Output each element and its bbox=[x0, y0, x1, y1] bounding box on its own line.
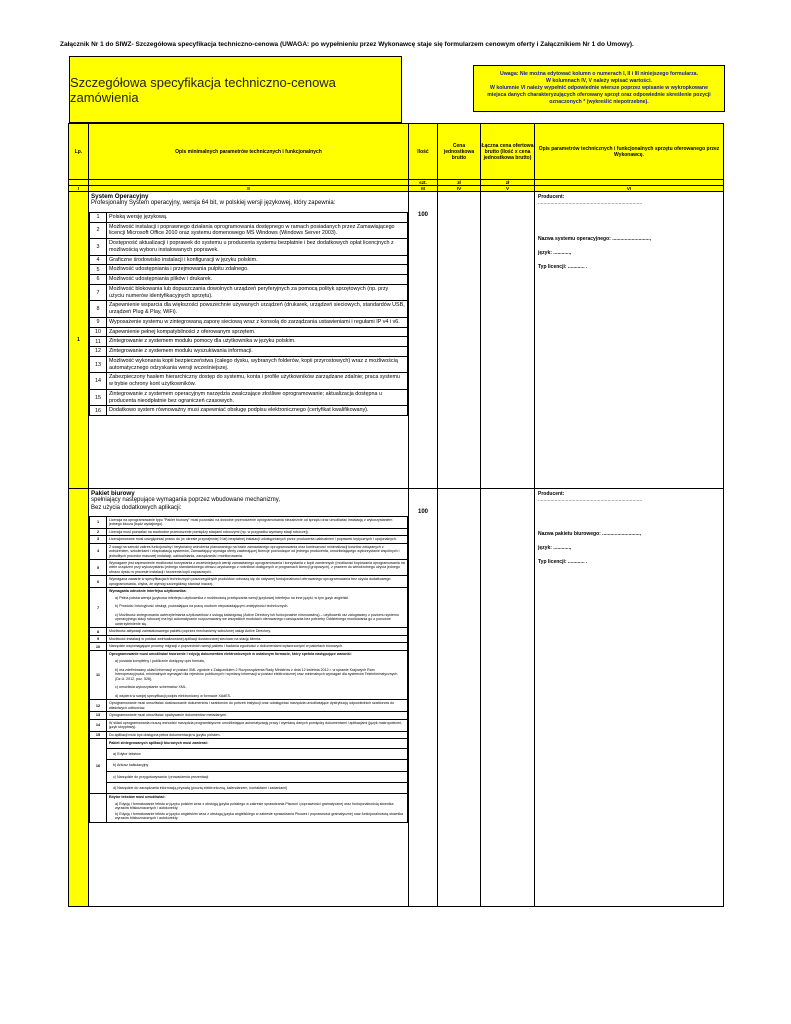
table-row: 8 Możliwość aktywacji zainstalowanego pakietu poprzez mechanizmy wdrożonej usługi Active Directory. bbox=[90, 628, 408, 635]
producer-dots: ........................................................................... bbox=[538, 200, 643, 206]
item-text: Możliwość udostępniania plików i drukarek. bbox=[107, 275, 408, 285]
item-number: 11 bbox=[90, 337, 107, 347]
note-line: miejsca danych charakteryzujących oferowany sprzęt oraz odpowiednie skreślenie pozycji bbox=[487, 92, 711, 98]
table-row: 11 Oprogramowanie musi umożliwiać tworzenie i edycję dokumentów elektronicznych w ustalonym formacie, który spełnia następujące warunki: a) posiada kompletny i publicznie dostępny opis formatu, b) ma zdefiniowany układ informacji w postaci XML zgodnie z Załącznikiem 2 Rozporządzenia Rady Ministrów z dnia 12 kwietnia 2012 r. w sprawie Krajowych Ram Interoperacyjności, minimalnych wymagań dla rejestrów publicznych i wymiany informacji w postaci elektronicznej oraz minimalnych wymagań dla systemów Teleinformatycznych (Dz.U. 2012, poz. 526), c) umożliwia wykorzystanie schematów XML, d) wspiera w swojej specyfikacji podpis elektroniczny w formacie XAdES. bbox=[90, 650, 408, 699]
spec-table bbox=[68, 123, 724, 907]
section1-intro: Profesjonalny System operacyjny, wersja 64 bit, w polskiej wersji językowej, który zapewnia: bbox=[91, 200, 336, 206]
section1-offer[interactable] bbox=[535, 192, 724, 489]
section1-unit-price-cell[interactable] bbox=[438, 192, 481, 489]
document-caption: Załącznik Nr 1 do SIWZ- Szczegółowa specyfikacja techniczno-cenowa (UWAGA: po wypełnieniu przez Wykonawcę staje się formularzem cenowym oferty i Załącznikiem Nr 1 do Umowy). bbox=[60, 41, 634, 48]
list-item bbox=[90, 265, 408, 275]
item-number: 7 bbox=[90, 284, 107, 301]
table-row: 16 Pakiet zintegrowanych aplikacji biurowych musi zawierać: a) Edytor tekstów b) Arkusz kalkulacyjny c) Narzędzie do przygotowywania i prowadzenia prezentacji d) Narzędzie do zarządzania informacją prywatą (pocztą elektroniczną, kalendarzem, kontaktami i zadaniami) bbox=[90, 739, 408, 794]
item-number: 2 bbox=[90, 222, 107, 239]
item-text: Zapewnienie pełnej kompatybilności z oferowanym sprzętem. bbox=[107, 327, 408, 337]
header-unit-price: Cena jednostkowa brutto bbox=[438, 124, 481, 180]
section1-items bbox=[89, 212, 408, 416]
table-row: 1 Licencja na oprogramowanie typu "Pakiet biurowy" musi pozwalać na dowolne przenoszenie oprogramowania niezależnie od sprzętu oraz umożliwiać instalację z wykorzystaniem jednego klucza (bądź wydajnego). bbox=[90, 516, 408, 528]
os-language-field[interactable]: język: ............, bbox=[538, 250, 572, 256]
section1-title: System Operacyjny bbox=[91, 193, 149, 200]
section2-intro-2: Bez użycia dodatkowych aplikacji: bbox=[91, 504, 182, 511]
item-number: 15 bbox=[90, 389, 107, 406]
section2-unit-price-cell[interactable] bbox=[438, 489, 481, 907]
note-line: Uwaga: Nie można edytować kolumn o numerach I, II i III niniejszego formularza. bbox=[499, 70, 699, 77]
section2-offer[interactable] bbox=[535, 489, 724, 907]
unit-qty: szt. bbox=[409, 180, 438, 186]
format-heading: Oprogramowanie musi umożliwiać tworzenie i edycję dokumentów elektronicznych w ustalonym formacie, który spełnia następujące warunki: bbox=[109, 651, 352, 656]
section1-total-cell[interactable] bbox=[481, 192, 535, 489]
roman-ii: II bbox=[89, 186, 409, 192]
list-item bbox=[90, 373, 408, 390]
item-text: Zintegrowanie z systemem operacyjnym narzędzia zwalczające złośliwe oprogramowanie; aktualizacja dostępna u producenta nieodpłatnie bez ograniczeń czasowych. bbox=[107, 389, 408, 406]
item-text: Zintegrowanie z systemem modułu pomocy dla użytkownika w języku polskim. bbox=[107, 337, 408, 347]
item-number: 8 bbox=[90, 301, 107, 318]
list-item bbox=[90, 347, 408, 357]
table-row: 13 Oprogramowanie musi umożliwiać opatrywanie dokumentów metadanymi. bbox=[90, 712, 408, 719]
list-item bbox=[90, 356, 408, 373]
list-item bbox=[90, 275, 408, 285]
list-item bbox=[90, 239, 408, 256]
producer-dots: ........................................................................... bbox=[538, 497, 643, 503]
table-row: Edytor tekstów musi umożliwiać: a) Edycję i formatowanie tekstu w języku polskim wraz z obsługą języka polskiego w zakresie sprawdzania Pisowni i poprawności gramatycznej oraz funkcjonalnością słownika wyrazów bliskoznacznych i autokorekty. b) Edycję i formatowanie tekstu w języku angielskim wraz z obsługą języka angielskiego w zakresie sprawdzania Pisowni i poprawności gramatycznej oraz funkcjonalnością słownika wyrazów bliskoznacznych i autokorekty. bbox=[90, 794, 408, 822]
list-item bbox=[90, 284, 408, 301]
roman-v: V bbox=[481, 186, 535, 192]
item-text: Wyposażenie systemu w zintegrowaną zaporę sieciową wraz z konsolą do zarządzania ustawieniami i regułami IP v4 i v6. bbox=[107, 317, 408, 327]
section2-total-cell[interactable] bbox=[481, 489, 535, 907]
table-row: 6 Wymagana zawarte w specyfikacjach technicznych poszczególnych produktów odnoszą się do natywnej funkcjonalności oferowanego oprogramowania bez użycia dodatkowego oprogramowania, chyba, że wymóg szczegółowy stanowi inaczej. bbox=[90, 576, 408, 588]
item-text: Zabezpieczony hasłem hierarchiczny dostęp do systemu, konta i profile użytkowników zarządzane zdalnie; praca systemu w trybie ochrony kont użytkowników. bbox=[107, 373, 408, 390]
header-offered-parameters: Opis parametrów technicznych i funkcjonalnych sprzętu oferowanego przez Wykonawcę. bbox=[535, 124, 724, 180]
section2-quantity: 100 bbox=[409, 489, 438, 907]
suite-license-field[interactable]: Typ licencji: ............ . bbox=[538, 559, 588, 565]
table-row: 3 Licencjonowane musi uwzględniać prawo do (w okresie przynajmniej 9 lat) bezpłatnej instalacji udostępnianych przez producenta uaktualnień i poprawek krytycznych i opcjonalnych. bbox=[90, 536, 408, 543]
item-number: 6 bbox=[90, 275, 107, 285]
item-number: 14 bbox=[90, 373, 107, 390]
list-item bbox=[90, 212, 408, 222]
suite-language-field[interactable]: język: ............, bbox=[538, 545, 572, 551]
table-row: 15 Do aplikacji musi być dostępna pełna dokumentacja w języku polskim. bbox=[90, 731, 408, 738]
section2-intro-1: spełniający następujące wymagania poprzez wbudowane mechanizmy, bbox=[91, 497, 280, 503]
section2-title: Pakiet biurowy bbox=[91, 490, 135, 497]
list-item bbox=[90, 255, 408, 265]
item-text: Dodatkowo system równoważny musi zapewniać obsługę podpisu elektronicznego (certyfikat kwalifikowany). bbox=[107, 406, 408, 416]
roman-vi: VI bbox=[535, 186, 724, 192]
header-lp: Lp. bbox=[69, 124, 89, 180]
header-description: Opis minimalnych parametrów technicznych i funkcjonalnych bbox=[89, 124, 409, 180]
section2-content bbox=[89, 489, 409, 907]
note-line: W kolumnie VI należy wypełnić odpowiednie wiersze poprzez wpisanie w wykropkowane bbox=[490, 84, 708, 91]
interface-heading: Wymagania odnośnie interfejsu użytkownika: bbox=[109, 589, 187, 594]
list-item bbox=[90, 327, 408, 337]
roman-iii: III bbox=[409, 186, 438, 192]
item-text: Możliwość blokowania lub dopuszczania dowolnych urządzeń peryferyjnych za pomocą polityk sprzętowych (np. przy użyciu numerów identyfikacyjnych sprzętu). bbox=[107, 284, 408, 301]
table-row: 9 Możliwość instalacji w postaci zwirtualizowanej aplikacji dostarczanej sieciowo na stację klienta. bbox=[90, 635, 408, 642]
editor-heading: Edytor tekstów musi umożliwiać: bbox=[109, 795, 166, 800]
roman-i: I bbox=[69, 186, 89, 192]
table-row: 4 Z uwagi na szeroki zakres funkcjonalny i terytorialny wdrożenia planowanego na bazie zamawianego oprogramowania oraz konieczność minimalizacji kosztów związanych z wdrożeniem, szkoleniami i eksploatacją systemów, Zamawiający wymaga oferty zawierającej licencje pochodzące od jednego producenta, umożliwiającego wykorzystanie wspólnych i jednolitych procedur masowej instalacji, uaktualniania, zarządzania i monitorowania. bbox=[90, 543, 408, 559]
header-quantity: Ilość bbox=[409, 124, 438, 180]
table-row: 14 W skład oprogramowania muszą wchodzić narzędzia programistyczne umożliwiające automatyzację pracy i wymianę danych pomiędzy dokumentami i aplikacjami (język makropoleceń, język skryptowy). bbox=[90, 719, 408, 731]
item-text: Polską wersję językową. bbox=[107, 212, 408, 222]
unit-total-currency: zł bbox=[481, 180, 535, 186]
item-number: 1 bbox=[90, 212, 107, 222]
list-item bbox=[90, 317, 408, 327]
table-row: 10 Narzędzie wspomagające procesy migracji z poprzednich wersji pakietu i badania zgodności z dokumentami wytworzonymi w pakietach biurowych. bbox=[90, 643, 408, 650]
instructions-note bbox=[473, 65, 725, 112]
table-row: 7 Wymagania odnośnie interfejsu użytkownika: a) Pełna polska wersja językowa interfejsu użytkownika z możliwością przełączania wersji językowej interfejsu na inne języki, w tym język angielski. b) Prostota i intuicyjność obsługi, pozwalająca na pracę osobom nieposiadającym umiejętności technicznych. c) Możliwość zintegrowania uwierzytelniania użytkowników z usługą katalogową (Active Directory lub funkcjonalnie równoważną) – użytkownik raz zalogowany z poziomu systemu operacyjnego stacji roboczej ma być automatycznie rozpoznawany we wszystkich modułach oferowanego rozwiązania bez potrzeby Oddzielnego monitowania go o ponowne uwierzytelnienie się. bbox=[90, 588, 408, 628]
section2-items bbox=[89, 516, 408, 823]
note-line: oznaczonych * (wykreślić niepotrzebne). bbox=[549, 99, 649, 106]
item-text: Możliwość instalacji i poprawnego działania oprogramowania dostępnego w ramach posiadanych przez Zamawiającego licencji Microsoft Office 2010 oraz systemu domenowego MS Windows (Windows Server 2003). bbox=[107, 222, 408, 239]
producer-label: Producent: bbox=[538, 491, 565, 497]
item-text: Możliwość udostępniania i przejmowania pulpitu zdalnego. bbox=[107, 265, 408, 275]
table-row: 5 Wymagane jest zapewnienie możliwości korzystania z wcześniejszych wersji zamawianego oprogramowania i korzystania z kopii zamiennych (możliwość kopiowania oprogramowania na wiele urządzeń przy wykorzystaniu jednego standardowego obrazu uzyskanego z nośników dostępnych w programach licencji grupowych), z prawem do wielokrotnego użycia jednego obrazu dysku w procesie instalacji i tworzenia kopii zapasowych. bbox=[90, 559, 408, 575]
list-item bbox=[90, 389, 408, 406]
list-item bbox=[90, 337, 408, 347]
item-text: Możliwość wykonania kopii bezpieczeństwa (całego dysku, wybranych folderów, kopii przyrostowych) wraz z możliwością automatycznego odzyskania wersji wcześniejszej. bbox=[107, 356, 408, 373]
item-number: 10 bbox=[90, 327, 107, 337]
list-item bbox=[90, 406, 408, 416]
header-total-price: Łączna cena ofertowa brutto (Ilość x cena jednostkowa brutto) bbox=[481, 124, 535, 180]
item-text: Zintegrowanie z systemem modułu wyszukiwania informacji. bbox=[107, 347, 408, 357]
item-text: Zapewnienie wsparcia dla większości powszechnie używanych urządzeń (drukarek, urządzeń sieciowych, standardów USB, urządzeń Plug & Play, WiFi). bbox=[107, 301, 408, 318]
note-line: W kolumnach IV, V należy wpisać wartości. bbox=[546, 77, 652, 84]
suite-heading: Pakiet zintegrowanych aplikacji biurowych musi zawierać: bbox=[109, 741, 209, 746]
list-item bbox=[90, 222, 408, 239]
section1-quantity: 100 bbox=[409, 192, 438, 489]
table-row: 12 Oprogramowanie musi umożliwiać dostosowanie dokumentów i szablonów do potrzeb instytucji oraz udostępniać narzędzia umożliwiające dystrybucję odpowiednich szablonów do właściwych odbiorców. bbox=[90, 700, 408, 712]
unit-price-currency: zł bbox=[438, 180, 481, 186]
roman-iv: IV bbox=[438, 186, 481, 192]
suite-name-field[interactable]: Nazwa pakietu biurowego: ..........................., bbox=[538, 531, 642, 537]
item-number: 3 bbox=[90, 239, 107, 256]
item-number: 16 bbox=[90, 406, 107, 416]
item-number: 4 bbox=[90, 255, 107, 265]
table-row: 2 Licencja musi pozwalać na swobodne przenoszenie pomiędzy stacjami roboczymi (np. w przypadku wymiany stacji roboczej). bbox=[90, 528, 408, 535]
producer-label: Producent: bbox=[538, 194, 565, 200]
item-number: 12 bbox=[90, 347, 107, 357]
os-name-field[interactable]: Nazwa systemu operacyjnego: ..........................., bbox=[538, 236, 652, 242]
section1-lp: 1 bbox=[69, 192, 89, 489]
page-title: Szczegółowa specyfikacja techniczno-cenowa zamówienia bbox=[69, 56, 402, 123]
section1-content bbox=[89, 192, 409, 489]
item-number: 5 bbox=[90, 265, 107, 275]
item-text: Dostępność aktualizacji i poprawek do systemu u producenta systemu bezpłatnie i bez dodatkowych opłat licencjnych z możliwością wyboru instalowanych poprawek. bbox=[107, 239, 408, 256]
item-text: Graficzne środowisko instalacji i konfiguracji w języku polskim. bbox=[107, 255, 408, 265]
os-license-field[interactable]: Typ licencji: ............ . bbox=[538, 264, 588, 270]
list-item bbox=[90, 301, 408, 318]
item-number: 13 bbox=[90, 356, 107, 373]
item-number: 9 bbox=[90, 317, 107, 327]
